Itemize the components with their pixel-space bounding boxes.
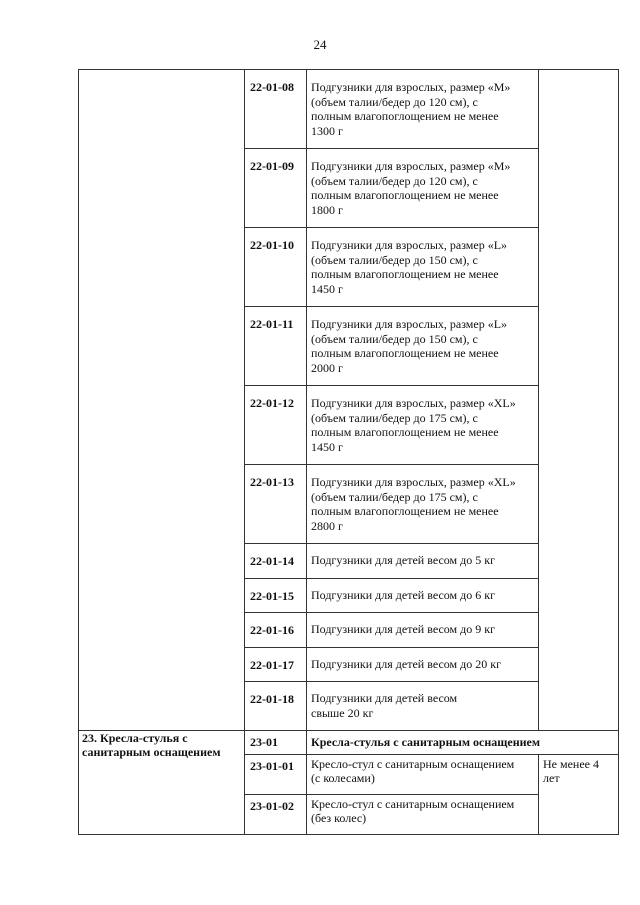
description-line: 1450 г (311, 281, 343, 296)
description-line: (объем талии/бедер до 150 см), с (311, 252, 478, 267)
item-description (307, 228, 539, 307)
description-line: полным влагопоглощением не менее (311, 504, 499, 518)
description-line: (объем талии/бедер до 120 см), с (311, 173, 478, 188)
item-description (307, 682, 539, 731)
term-line: лет (543, 771, 560, 785)
description-line: Подгузники для взрослых, размер «XL» (311, 396, 516, 410)
item-description (307, 754, 539, 794)
description-line: Подгузники для детей весом до 5 кг (311, 553, 495, 567)
description-line: Подгузники для взрослых, размер «L» (311, 317, 508, 331)
item-code: 22-01-13 (245, 465, 307, 544)
description-line: Подгузники для детей весом до 9 кг (311, 622, 495, 636)
description-line: (объем талии/бедер до 175 см), с (311, 489, 478, 504)
description-line: свыше 20 кг (311, 705, 374, 720)
description-line: Подгузники для взрослых, размер «L» (311, 238, 508, 252)
item-description (307, 647, 539, 682)
group-row (79, 731, 619, 755)
description-line: (с колесами) (311, 771, 375, 785)
item-description (307, 307, 539, 386)
page-number: 24 (313, 37, 327, 52)
description-line: полным влагопоглощением не менее (311, 425, 499, 439)
description-line: (без колес) (311, 811, 367, 825)
item-description (307, 70, 539, 149)
description-line: (объем талии/бедер до 175 см), с (311, 410, 478, 425)
description-line: 1300 г (311, 123, 343, 138)
category-cell-empty (79, 70, 245, 731)
description-line: полным влагопоглощением не менее (311, 109, 499, 123)
item-description (307, 544, 539, 579)
item-description (307, 578, 539, 613)
item-code: 22-01-15 (245, 578, 307, 613)
description-line: Подгузники для взрослых, размер «M» (311, 80, 511, 94)
description-line: 1450 г (311, 439, 343, 454)
products-table (78, 69, 619, 835)
item-code: 22-01-10 (245, 228, 307, 307)
item-description (307, 794, 539, 834)
description-line: Подгузники для детей весом (311, 691, 458, 705)
description-line: полным влагопоглощением не менее (311, 346, 499, 360)
item-code: 22-01-12 (245, 386, 307, 465)
term-line: Не менее 4 (543, 756, 599, 771)
description-line: Подгузники для взрослых, размер «M» (311, 159, 511, 173)
item-description (307, 465, 539, 544)
item-code: 22-01-11 (245, 307, 307, 386)
group-code: 23-01 (245, 731, 307, 755)
item-code: 22-01-14 (245, 544, 307, 579)
item-code: 23-01-02 (245, 794, 307, 834)
item-code: 22-01-09 (245, 149, 307, 228)
description-line: Кресло-стул с санитарным оснащением (311, 756, 515, 771)
description-line: (объем талии/бедер до 150 см), с (311, 331, 478, 346)
description-line: Подгузники для взрослых, размер «XL» (311, 475, 516, 489)
products-table-body (79, 70, 619, 835)
table-row (79, 70, 619, 149)
item-description (307, 149, 539, 228)
item-code: 22-01-17 (245, 647, 307, 682)
description-line: 1800 г (311, 202, 343, 217)
description-line: полным влагопоглощением не менее (311, 188, 499, 202)
item-code: 22-01-18 (245, 682, 307, 731)
item-description (307, 613, 539, 648)
item-description (307, 386, 539, 465)
description-line: полным влагопоглощением не менее (311, 267, 499, 281)
description-line: Подгузники для детей весом до 20 кг (311, 656, 501, 671)
group-name: Кресла-стулья с санитарным оснащением (307, 731, 619, 755)
description-line: 2000 г (311, 360, 343, 375)
term-cell-empty (539, 70, 619, 731)
item-code: 22-01-16 (245, 613, 307, 648)
description-line: 2800 г (311, 518, 343, 533)
description-line: Подгузники для детей весом до 6 кг (311, 587, 495, 602)
item-code: 22-01-08 (245, 70, 307, 149)
category-name: 23. Кресла-стулья с санитарным оснащением (79, 731, 245, 835)
term-cell (539, 754, 619, 834)
description-line: (объем талии/бедер до 120 см), с (311, 94, 478, 109)
item-code: 23-01-01 (245, 754, 307, 794)
description-line: Кресло-стул с санитарным оснащением (311, 796, 515, 811)
